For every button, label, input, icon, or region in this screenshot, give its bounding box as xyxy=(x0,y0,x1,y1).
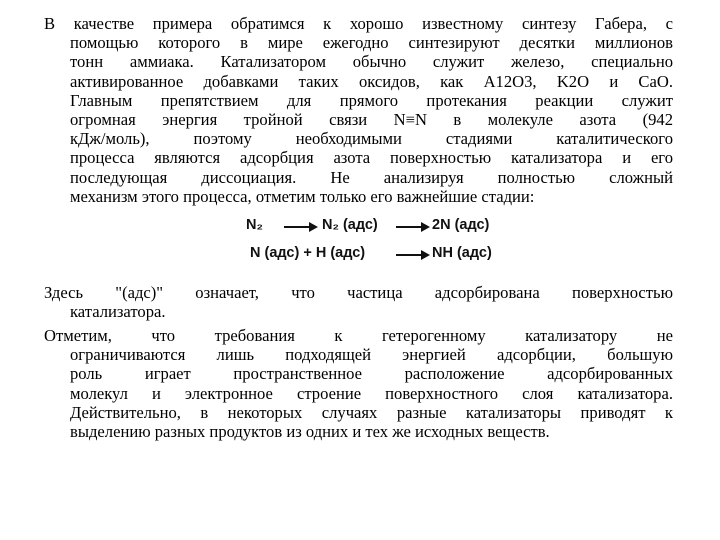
text-line: Действительно, в некоторых случаях разные катализаторы приводят к xyxy=(70,402,673,422)
text-line: последующая диссоциация. Не анализируя полностью сложный xyxy=(70,167,673,187)
text-line: ограничиваются лишь подходящей энергией адсорбции, большую xyxy=(70,345,673,365)
arrow-icon xyxy=(396,226,428,228)
paragraph-haber-synthesis xyxy=(44,14,673,206)
text-line: Здесь "(адс)" означает, что частица адсорбирована поверхностью xyxy=(44,283,673,302)
text-line: катализатора. xyxy=(70,302,166,322)
text-line: тонн аммиака. Катализатором обычно служит железо, специально xyxy=(70,52,673,72)
text-line: процесса являются адсорбция азота поверхностью катализатора и его xyxy=(70,148,673,168)
scheme-n2: N₂ xyxy=(246,217,263,233)
scheme-n2-ads: N₂ (адс) xyxy=(322,217,378,233)
text-line: Отметим, что требования к гетерогенному катализатору не xyxy=(44,326,673,345)
text-line: активированное добавками таких оксидов, как А12O3, K2O и CaO. xyxy=(70,71,673,91)
paragraph-catalyst-requirements xyxy=(44,326,673,441)
arrow-icon xyxy=(284,226,316,228)
text-line: механизм этого процесса, отметим только его важнейшие стадии: xyxy=(70,186,535,206)
text-line: помощью которого в мире ежегодно синтезируют десятки миллионов xyxy=(70,33,673,53)
text-line: выделению разных продуктов из одних и тех же исходных веществ. xyxy=(70,422,550,442)
text-line: роль играет пространственное расположение адсорбированных xyxy=(70,364,673,384)
text-line: Главным препятствием для прямого протекания реакции служит xyxy=(70,90,673,110)
scheme-n-plus-h-ads: N (адс) + H (адс) xyxy=(250,245,366,261)
text-line: огромная энергия тройной связи N≡N в молекуле азота (942 xyxy=(70,110,673,130)
scheme-2n-ads: 2N (адс) xyxy=(432,217,490,233)
text-line: В качестве примера обратимся к хорошо известному синтезу Габера, с xyxy=(44,14,673,33)
reaction-scheme xyxy=(246,212,516,268)
text-line: молекул и электронное строение поверхностного слоя катализатора. xyxy=(70,383,673,403)
text-line: кДж/моль), поэтому необходимыми стадиями каталитического xyxy=(70,129,673,149)
scheme-nh-ads: NH (адс) xyxy=(432,245,492,261)
paragraph-ads-meaning xyxy=(44,283,673,321)
arrow-icon xyxy=(396,254,428,256)
